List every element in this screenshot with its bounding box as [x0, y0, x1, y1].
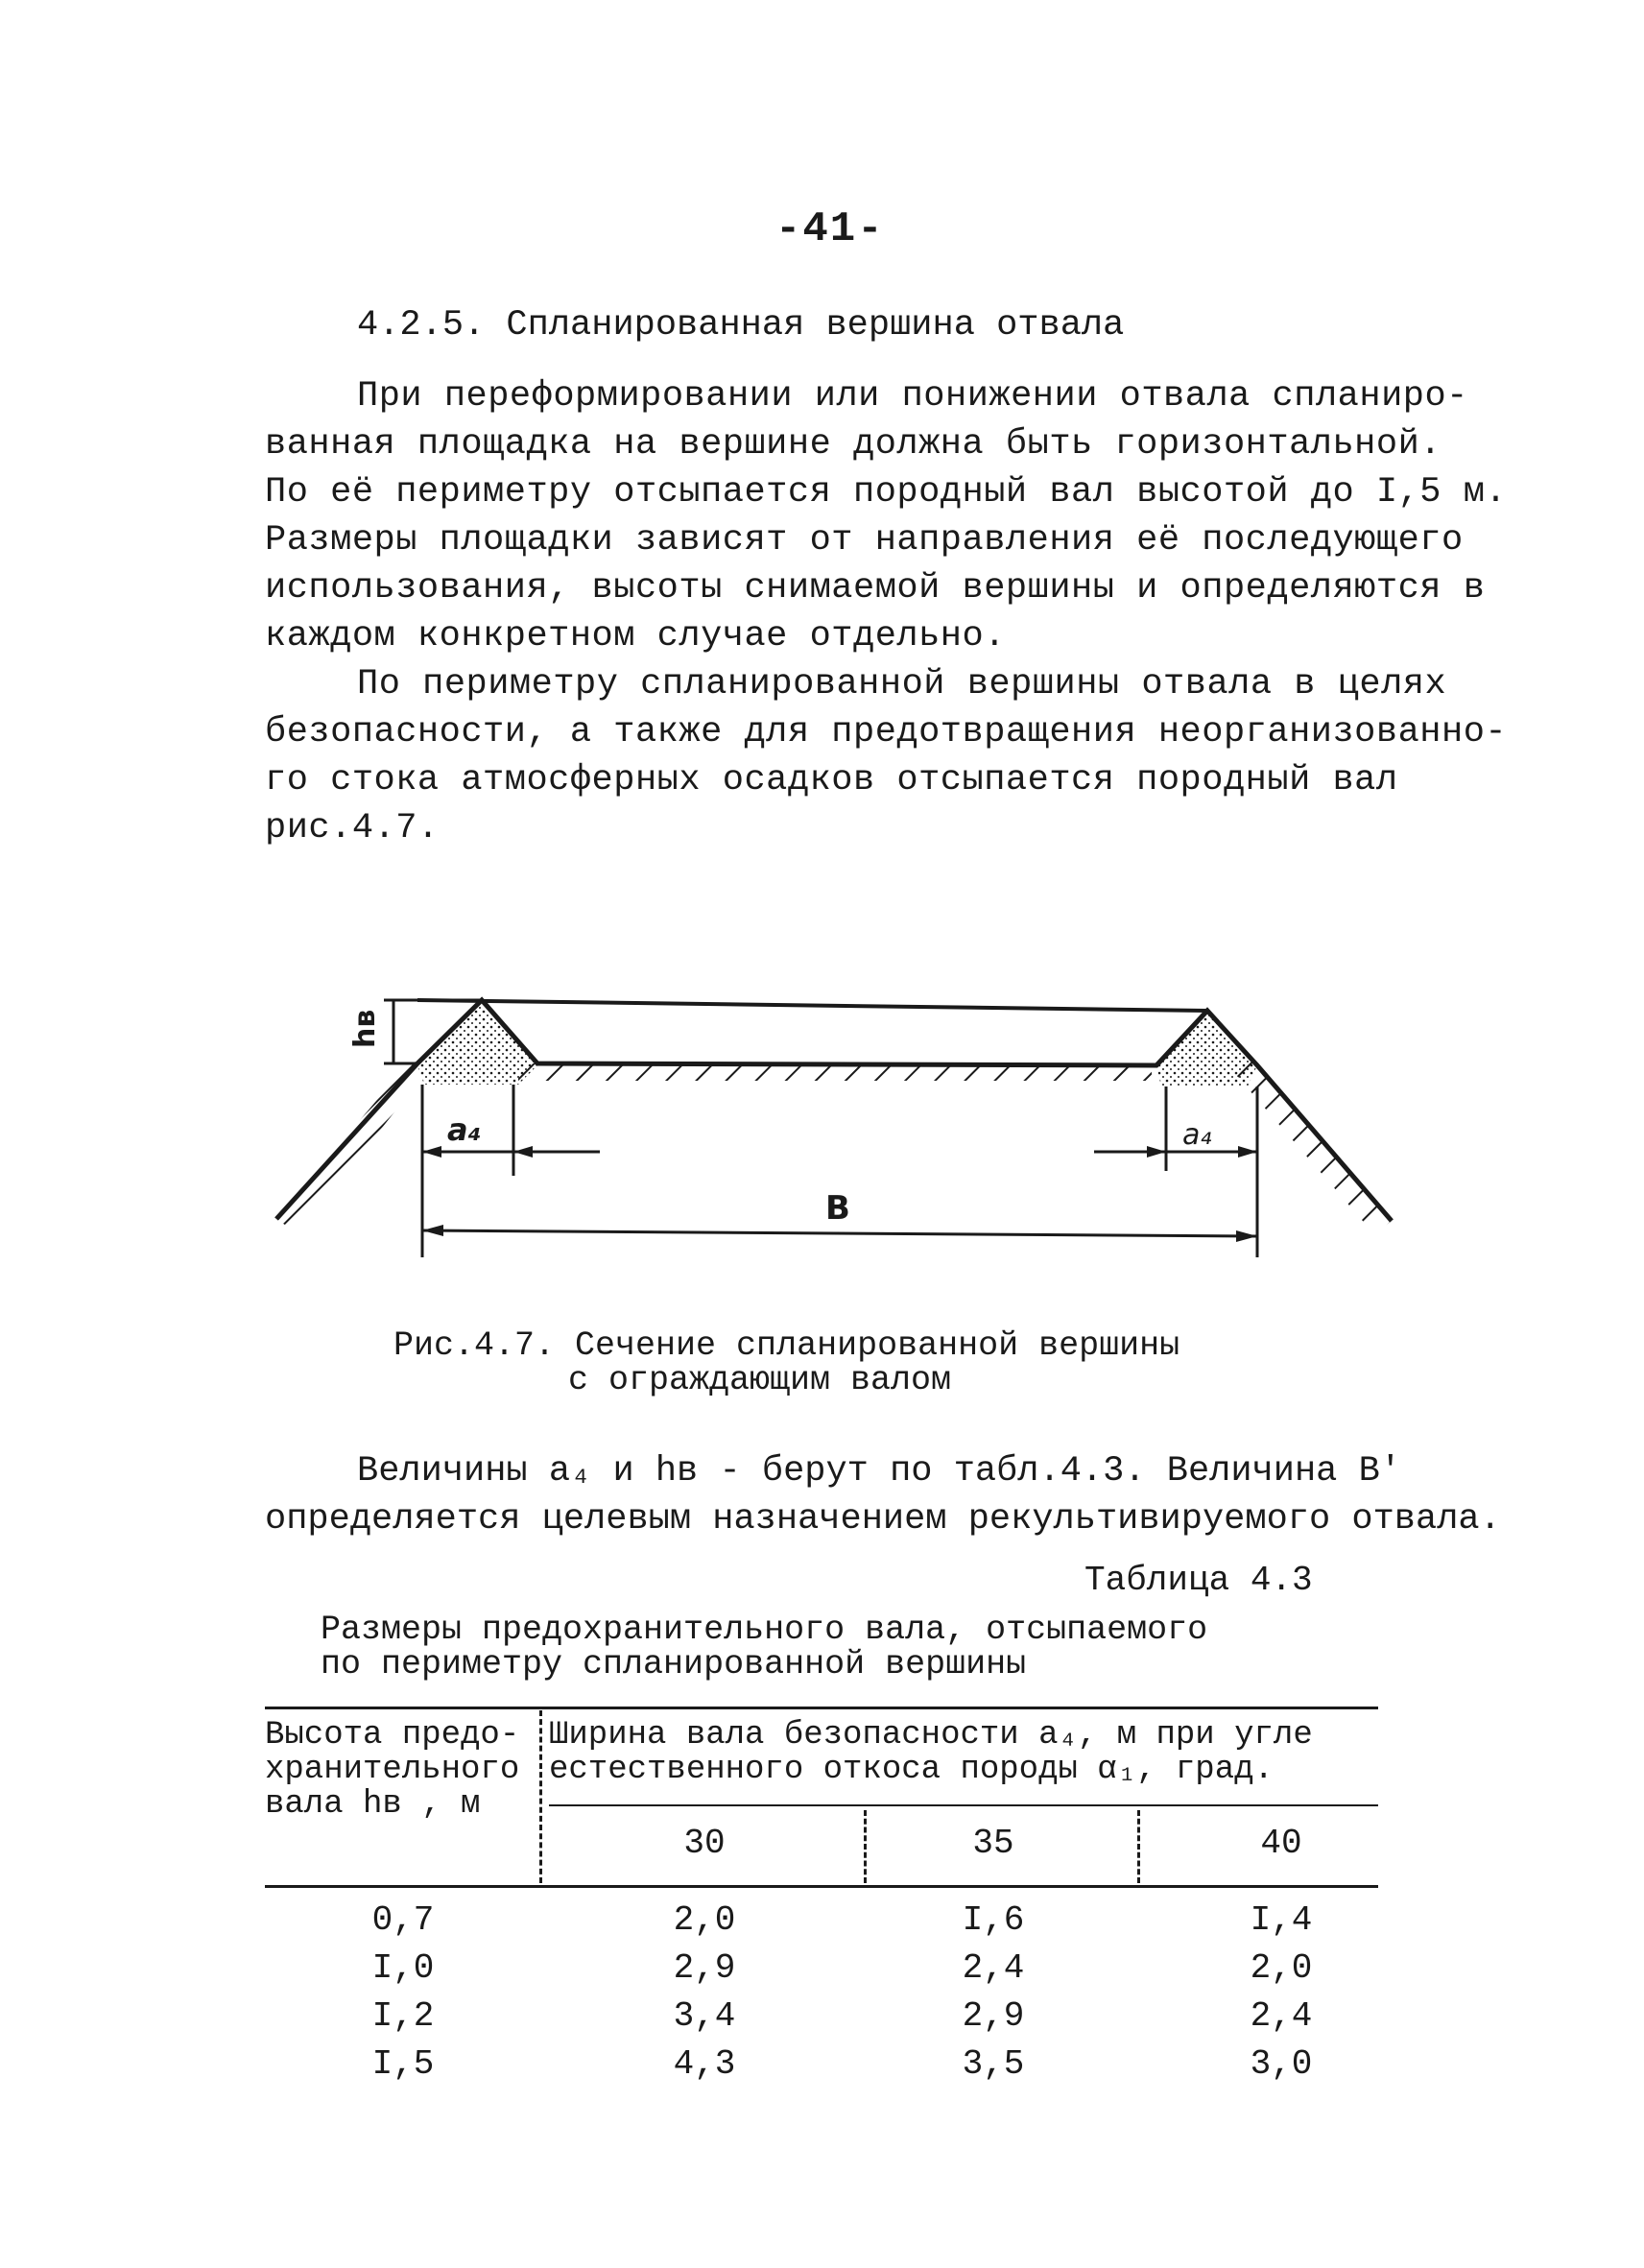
paragraph-1-line: каждом конкретном случае отдельно.: [265, 616, 1006, 657]
table-cell: 2,4: [1250, 1996, 1313, 2036]
table-cell: I,6: [962, 1900, 1025, 1940]
table-title: Размеры предохранительного вала, отсыпаемого: [321, 1611, 1208, 1649]
table-header-bottom-rule: [265, 1885, 1378, 1888]
header-height-line2: хранительного: [265, 1752, 520, 1788]
paragraph-1-line: При переформировании или понижении отвала спланиро-: [357, 376, 1468, 417]
subheader-angle-35: 35: [972, 1824, 1014, 1863]
header-height-line3: вала hв , м: [265, 1786, 481, 1823]
table-col-separator: [1137, 1810, 1140, 1883]
table-cell: 3,0: [1250, 2044, 1313, 2084]
subheader-angle-30: 30: [683, 1824, 726, 1863]
subheader-angle-40: 40: [1260, 1824, 1302, 1863]
table-label: Таблица 4.3: [1084, 1561, 1313, 1600]
table-cell: 3,4: [673, 1996, 736, 2036]
table-cell: 4,3: [673, 2044, 736, 2084]
b-label: B: [825, 1189, 850, 1228]
table-cell: I,0: [371, 1948, 435, 1988]
figure-caption: Рис.4.7. Сечение спланированной вершины: [393, 1326, 1180, 1365]
table-subheader-rule: [549, 1804, 1378, 1806]
paragraph-1-line: По её периметру отсыпается породный вал высотой до I,5 м.: [265, 472, 1508, 513]
paragraph-2-line: рис.4.7.: [265, 808, 440, 848]
paragraph-2-line: По периметру спланированной вершины отвала в целях: [357, 664, 1447, 704]
paragraph-1-line: использования, высоты снимаемой вершины и определяются в: [265, 568, 1486, 609]
table-top-rule: [265, 1707, 1378, 1709]
paragraph-1-line: ванная площадка на вершине должна быть горизонтальной.: [265, 424, 1441, 465]
hb-label: hв: [348, 1009, 382, 1048]
table-title-line2: по периметру спланированной вершины: [321, 1645, 1027, 1683]
table-cell: 2,0: [673, 1900, 736, 1940]
a4-left-label: a₄: [447, 1111, 482, 1148]
header-width-span-line2: естественного откоса породы α₁, град.: [549, 1752, 1274, 1788]
table-cell: I,4: [1250, 1900, 1313, 1940]
header-width-span: Ширина вала безопасности a₄, м при угле: [549, 1717, 1313, 1754]
header-height: Высота предо-: [265, 1717, 520, 1754]
table-cell: 2,0: [1250, 1948, 1313, 1988]
section-diagram: [259, 979, 1411, 1267]
table-col-separator: [539, 1710, 542, 1883]
table-cell: 2,9: [673, 1948, 736, 1988]
table-cell: I,2: [371, 1996, 435, 2036]
table-cell: 3,5: [962, 2044, 1025, 2084]
table-cell: I,5: [371, 2044, 435, 2084]
values-note-line: Величины a₄ и hв - берут по табл.4.3. Величина B': [357, 1451, 1401, 1492]
right-slope-hatch: [1236, 1058, 1392, 1234]
paragraph-1-line: Размеры площадки зависят от направления её последующего: [265, 520, 1464, 561]
figure-caption-line2: с ограждающим валом: [568, 1361, 952, 1399]
paragraph-2-line: безопасности, а также для предотвращения неорганизованно-: [265, 712, 1508, 752]
values-note-line: определяется целевым назначением рекультивируемого отвала.: [265, 1499, 1501, 1540]
table-cell: 2,4: [962, 1948, 1025, 1988]
section-heading: 4.2.5. Спланированная вершина отвала: [357, 305, 1125, 346]
table-col-separator: [864, 1810, 867, 1883]
table-cell: 2,9: [962, 1996, 1025, 2036]
page-number: -41-: [775, 205, 885, 253]
a4-right-label: a₄: [1182, 1118, 1212, 1152]
paragraph-2-line: го стока атмосферных осадков отсыпается породный вал: [265, 760, 1398, 800]
table-cell: 0,7: [371, 1900, 435, 1940]
